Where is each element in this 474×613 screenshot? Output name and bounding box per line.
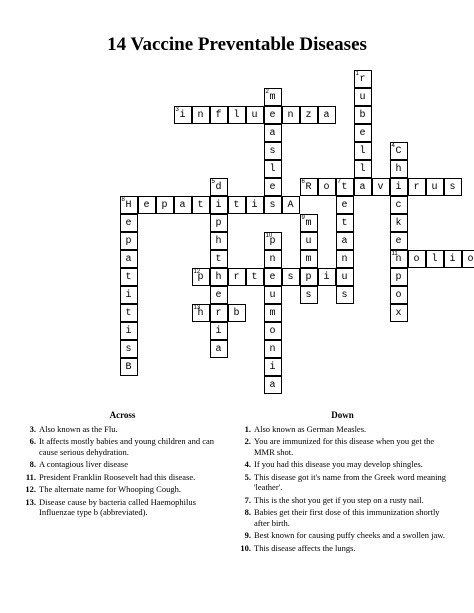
cell-letter: o — [395, 290, 402, 301]
down-clue — [235, 530, 450, 541]
crossword-cell[interactable] — [192, 268, 210, 286]
crossword-cell[interactable] — [246, 268, 264, 286]
crossword-cell[interactable] — [300, 268, 318, 286]
crossword-cell[interactable] — [300, 286, 318, 304]
cell-letter: u — [431, 182, 438, 193]
crossword-cell[interactable] — [210, 304, 228, 322]
cell-letter: e — [269, 272, 276, 283]
crossword-cell[interactable] — [120, 304, 138, 322]
clue-num: 11. — [25, 471, 36, 482]
cell-letter: s — [269, 200, 276, 211]
crossword-cell[interactable] — [210, 322, 228, 340]
clue-num: 3. — [29, 423, 36, 434]
crossword-cell[interactable] — [354, 70, 372, 88]
crossword-cell[interactable] — [120, 322, 138, 340]
crossword-cell[interactable] — [120, 232, 138, 250]
cell-letter: i — [395, 182, 402, 193]
clue-number: 11 — [391, 251, 398, 257]
cell-letter: f — [215, 110, 222, 121]
crossword-cell[interactable] — [336, 196, 354, 214]
crossword-cell[interactable] — [228, 304, 246, 322]
cell-letter: A — [287, 200, 294, 211]
crossword-cell[interactable] — [318, 106, 336, 124]
cell-letter: o — [269, 326, 276, 337]
crossword-cell[interactable] — [120, 340, 138, 358]
cell-letter: r — [233, 272, 240, 283]
crossword-cell[interactable] — [390, 160, 408, 178]
cell-letter: s — [449, 182, 456, 193]
cell-letter: m — [305, 218, 312, 229]
cell-letter: i — [449, 254, 456, 265]
crossword-cell[interactable] — [354, 142, 372, 160]
clue-num: 7. — [244, 494, 251, 505]
crossword-cell[interactable] — [246, 196, 264, 214]
crossword-cell[interactable] — [120, 250, 138, 268]
cell-letter: t — [251, 272, 258, 283]
clue-number: 3 — [175, 107, 179, 113]
cell-letter: p — [197, 272, 204, 283]
across-clue — [20, 459, 225, 470]
crossword-cell[interactable] — [264, 196, 282, 214]
crossword-cell[interactable] — [174, 106, 192, 124]
cell-letter: e — [125, 218, 132, 229]
crossword-cell[interactable] — [120, 358, 138, 376]
clue-number: 10 — [265, 233, 273, 239]
clue-text: If you had this disease you may develop shingles. — [254, 459, 423, 469]
clue-number: 12 — [193, 269, 201, 275]
cell-letter: t — [215, 254, 222, 265]
cell-letter: k — [395, 218, 402, 229]
crossword-cell[interactable] — [210, 178, 228, 196]
cell-letter: i — [125, 290, 132, 301]
clue-number: 8 — [121, 197, 125, 203]
crossword-cell[interactable] — [390, 178, 408, 196]
clue-num: 4. — [244, 459, 251, 469]
crossword-cell[interactable] — [300, 214, 318, 232]
cell-letter: l — [359, 146, 366, 157]
cell-letter: n — [269, 344, 276, 355]
down-clue — [235, 495, 450, 506]
clue-text: A contagious liver disease — [39, 459, 128, 469]
cell-letter: B — [125, 362, 132, 373]
crossword-cell[interactable] — [264, 358, 282, 376]
clue-text: You are immunized for this disease when you get the MMR shot. — [254, 436, 435, 457]
crossword-cell[interactable] — [264, 106, 282, 124]
cell-letter: u — [341, 272, 348, 283]
cell-letter: l — [233, 110, 240, 121]
crossword-cell[interactable] — [120, 268, 138, 286]
across-heading: Across — [109, 410, 136, 420]
cell-letter: o — [413, 254, 420, 265]
crossword-cell[interactable] — [210, 232, 228, 250]
crossword-cell[interactable] — [390, 268, 408, 286]
cell-letter: a — [269, 380, 276, 391]
cell-letter: o — [323, 182, 330, 193]
crossword-cell[interactable] — [300, 106, 318, 124]
cell-letter: C — [395, 146, 402, 157]
cell-letter: n — [197, 110, 204, 121]
cell-letter: i — [323, 272, 330, 283]
cell-letter: x — [395, 308, 402, 319]
clue-text: Best known for causing puffy cheeks and a swollen jaw. — [254, 530, 445, 540]
cell-letter: n — [269, 254, 276, 265]
clue-text: This disease got it's name from the Greek word meaning 'leather'. — [254, 471, 447, 492]
clue-text: Also known as German Measles. — [254, 423, 367, 434]
cell-letter: c — [395, 200, 402, 211]
clue-num: 8. — [244, 507, 251, 517]
clue-number: 9 — [301, 215, 305, 221]
across-clues — [20, 410, 225, 520]
crossword-cell[interactable] — [264, 322, 282, 340]
clue-text: This is the shot you get if you step on a rusty nail. — [254, 494, 424, 505]
across-clue-list — [20, 424, 225, 518]
cell-letter: t — [341, 218, 348, 229]
cell-letter: e — [395, 236, 402, 247]
crossword-cell[interactable] — [426, 250, 444, 268]
crossword-cell[interactable] — [300, 178, 318, 196]
cell-letter: u — [269, 290, 276, 301]
cell-letter: u — [305, 236, 312, 247]
down-clue — [235, 436, 450, 457]
clue-text: The alternate name for Whooping Cough. — [39, 484, 181, 494]
crossword-cell[interactable] — [444, 178, 462, 196]
cell-letter: r — [215, 308, 222, 319]
down-clue — [235, 424, 450, 435]
cell-letter: v — [377, 182, 384, 193]
crossword-cell[interactable] — [390, 142, 408, 160]
crossword-cell[interactable] — [264, 232, 282, 250]
crossword-cell[interactable] — [390, 250, 408, 268]
crossword-cell[interactable] — [264, 268, 282, 286]
crossword-cell[interactable] — [210, 250, 228, 268]
crossword-cell[interactable] — [192, 196, 210, 214]
crossword-cell[interactable] — [228, 196, 246, 214]
clue-num: 12. — [25, 484, 36, 494]
cell-letter: t — [125, 308, 132, 319]
cell-letter: u — [251, 110, 258, 121]
crossword-cell[interactable] — [300, 232, 318, 250]
crossword-cell[interactable] — [318, 178, 336, 196]
crossword-cell[interactable] — [228, 106, 246, 124]
crossword-cell[interactable] — [354, 88, 372, 106]
down-clue-list — [235, 424, 450, 554]
crossword-cell[interactable] — [282, 196, 300, 214]
clue-num: 5. — [244, 471, 251, 482]
crossword-cell[interactable] — [390, 286, 408, 304]
clue-number: 6 — [301, 179, 305, 185]
down-clue — [235, 507, 450, 528]
crossword-cell[interactable] — [390, 304, 408, 322]
cell-letter: z — [305, 110, 312, 121]
crossword-cell[interactable] — [264, 304, 282, 322]
crossword-cell[interactable] — [210, 340, 228, 358]
cell-letter: n — [341, 254, 348, 265]
cell-letter: m — [269, 92, 276, 103]
across-clue — [20, 436, 225, 457]
crossword-cell[interactable] — [192, 304, 210, 322]
cell-letter: e — [269, 182, 276, 193]
crossword-cell[interactable] — [336, 268, 354, 286]
crossword-cell[interactable] — [444, 250, 462, 268]
cell-letter: e — [341, 200, 348, 211]
cell-letter: m — [305, 254, 312, 265]
cell-letter: a — [215, 344, 222, 355]
crossword-cell[interactable] — [462, 250, 474, 268]
cell-letter: i — [125, 326, 132, 337]
across-clue — [20, 497, 225, 518]
crossword-cell[interactable] — [390, 196, 408, 214]
cell-letter: t — [233, 200, 240, 211]
down-clue — [235, 472, 450, 493]
cell-letter: s — [305, 290, 312, 301]
cell-letter: l — [269, 164, 276, 175]
cell-letter: a — [269, 128, 276, 139]
crossword-cell[interactable] — [318, 268, 336, 286]
crossword-cell[interactable] — [390, 232, 408, 250]
cell-letter: p — [305, 272, 312, 283]
crossword-cell[interactable] — [354, 106, 372, 124]
crossword-cell[interactable] — [264, 376, 282, 394]
clue-num: 2. — [244, 436, 251, 446]
crossword-cell[interactable] — [336, 250, 354, 268]
down-clues — [235, 410, 450, 555]
crossword-cell[interactable] — [156, 196, 174, 214]
cell-letter: a — [125, 254, 132, 265]
crossword-cell[interactable] — [426, 178, 444, 196]
across-clue — [20, 424, 225, 435]
cell-letter: n — [287, 110, 294, 121]
cell-letter: t — [197, 200, 204, 211]
cell-letter: r — [359, 74, 366, 85]
crossword-cell[interactable] — [210, 106, 228, 124]
crossword-cell[interactable] — [336, 232, 354, 250]
crossword-cell[interactable] — [336, 286, 354, 304]
crossword-cell[interactable] — [354, 178, 372, 196]
cell-letter: o — [467, 254, 474, 265]
crossword-cell[interactable] — [264, 250, 282, 268]
cell-letter: u — [359, 92, 366, 103]
clue-text: This disease affects the lungs. — [254, 542, 356, 553]
clue-num: 8. — [29, 459, 36, 469]
crossword-cell[interactable] — [282, 106, 300, 124]
crossword-cell[interactable] — [264, 286, 282, 304]
crossword-cell[interactable] — [336, 178, 354, 196]
crossword-cell[interactable] — [354, 160, 372, 178]
clue-num: 9. — [244, 530, 251, 540]
cell-letter: t — [125, 272, 132, 283]
cell-letter: s — [269, 146, 276, 157]
cell-letter: p — [161, 200, 168, 211]
cell-letter: t — [341, 182, 348, 193]
clue-text: Disease cause by bacteria called Haemophilus Influenzae type b (abbreviated). — [39, 496, 196, 517]
crossword-cell[interactable] — [210, 286, 228, 304]
cell-letter: h — [215, 272, 222, 283]
cell-letter: s — [125, 344, 132, 355]
clue-number: 1 — [355, 71, 359, 77]
cell-letter: l — [359, 164, 366, 175]
clue-num: 6. — [29, 436, 36, 446]
crossword-cell[interactable] — [264, 160, 282, 178]
clue-num: 13. — [25, 496, 36, 507]
cell-letter: s — [287, 272, 294, 283]
cell-letter: p — [125, 236, 132, 247]
across-clue — [20, 472, 225, 483]
crossword-cell[interactable] — [210, 196, 228, 214]
cell-letter: a — [179, 200, 186, 211]
cell-letter: p — [269, 236, 276, 247]
clue-num: 10. — [240, 542, 251, 553]
cell-letter: h — [395, 164, 402, 175]
crossword-cell[interactable] — [390, 214, 408, 232]
down-clue — [235, 459, 450, 470]
clue-number: 4 — [391, 143, 395, 149]
crossword-cell[interactable] — [192, 106, 210, 124]
cell-letter: e — [143, 200, 150, 211]
crossword-cell[interactable] — [300, 250, 318, 268]
crossword-cell[interactable] — [408, 250, 426, 268]
clue-text: Also known as the Flu. — [39, 423, 118, 434]
cell-letter: H — [125, 200, 132, 211]
clue-number: 7 — [337, 179, 341, 185]
clue-num: 1. — [244, 423, 251, 434]
cell-letter: b — [233, 308, 240, 319]
cell-letter: e — [215, 290, 222, 301]
across-clue — [20, 484, 225, 495]
cell-letter: h — [215, 236, 222, 247]
cell-letter: e — [269, 110, 276, 121]
crossword-cell[interactable] — [228, 268, 246, 286]
crossword-cell[interactable] — [264, 178, 282, 196]
crossword-cell[interactable] — [174, 196, 192, 214]
cell-letter: d — [215, 182, 222, 193]
cell-letter: p — [395, 272, 402, 283]
cell-letter: m — [269, 308, 276, 319]
crossword-cell[interactable] — [120, 214, 138, 232]
cell-letter: i — [215, 326, 222, 337]
cell-letter: R — [305, 182, 312, 193]
page-title: 14 Vaccine Preventable Diseases — [107, 34, 367, 55]
crossword-cell[interactable] — [264, 124, 282, 142]
crossword-cell[interactable] — [138, 196, 156, 214]
cell-letter: i — [215, 200, 222, 211]
crossword-cell[interactable] — [354, 124, 372, 142]
crossword-cell[interactable] — [336, 214, 354, 232]
clue-text: Babies get their first dose of this immunization shortly after birth. — [254, 507, 440, 528]
cell-letter: h — [197, 308, 204, 319]
crossword-cell[interactable] — [264, 340, 282, 358]
clue-number: 13 — [193, 305, 201, 311]
crossword-cell[interactable] — [120, 286, 138, 304]
cell-letter: n — [395, 254, 402, 265]
crossword-cell[interactable] — [210, 214, 228, 232]
clue-text: It affects mostly babies and young children and can cause serious dehydration. — [39, 436, 214, 457]
clue-number: 5 — [211, 179, 215, 185]
crossword-cell[interactable] — [408, 178, 426, 196]
crossword-cell[interactable] — [372, 178, 390, 196]
cell-letter: s — [341, 290, 348, 301]
clue-text: President Franklin Roosevelt had this disease. — [39, 471, 196, 482]
cell-letter: i — [251, 200, 258, 211]
crossword-cell[interactable] — [210, 268, 228, 286]
cell-letter: i — [269, 362, 276, 373]
clue-number: 2 — [265, 89, 269, 95]
cell-letter: p — [215, 218, 222, 229]
down-clue — [235, 543, 450, 554]
cell-letter: e — [359, 128, 366, 139]
cell-letter: r — [413, 182, 420, 193]
cell-letter: b — [359, 110, 366, 121]
down-heading: Down — [331, 410, 354, 420]
cell-letter: a — [359, 182, 366, 193]
crossword-cell[interactable] — [264, 142, 282, 160]
crossword-cell[interactable] — [246, 106, 264, 124]
crossword-cell[interactable] — [282, 268, 300, 286]
crossword-cell[interactable] — [120, 196, 138, 214]
cell-letter: a — [341, 236, 348, 247]
cell-letter: l — [431, 254, 438, 265]
cell-letter: a — [323, 110, 330, 121]
crossword-cell[interactable] — [264, 88, 282, 106]
cell-letter: i — [179, 110, 186, 121]
